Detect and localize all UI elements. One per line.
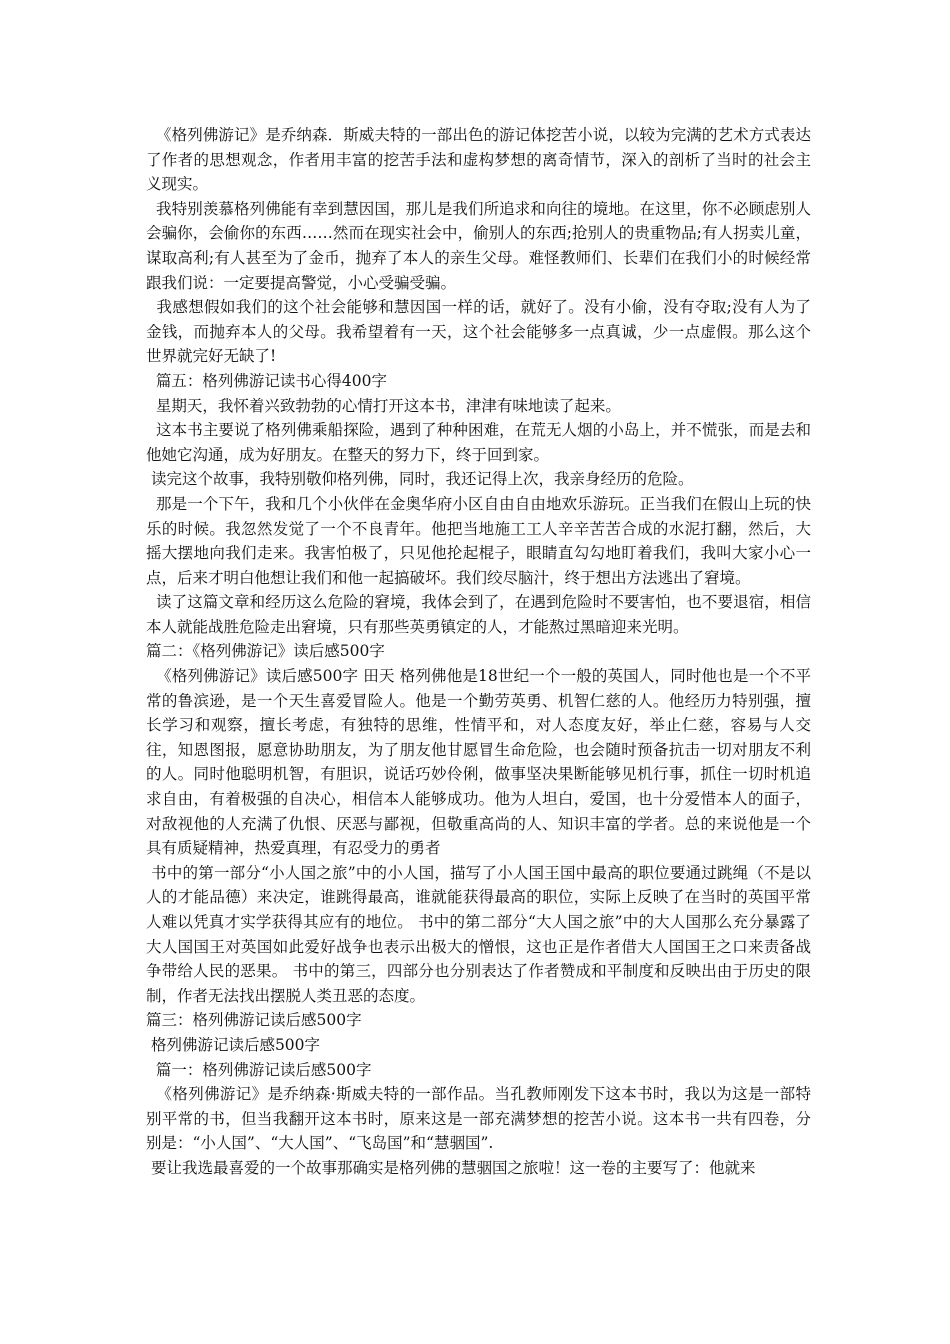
paragraph-character: 《格列佛游记》读后感500字 田天 格列佛他是18世纪一个一般的英国人，同时他也是一个不平常的鲁滨逊，是一个天生喜爱冒险人。他是一个勤劳英勇、机智仁慈的人。他经历力特别强，擅长学习和观察，擅长考虑，有独特的思维，性情平和，对人态度友好，举止仁慈，容易与人交往，知恩图报，愿意协助朋友，为了朋友他甘愿冒生命危险，也会随时预备抗击一切对朋友不利的人。同时他聪明机智，有胆识，说话巧妙伶俐，做事坚决果断能够见机行事，抓住一切时机追求自由，有着极强的自决心，相信本人能够成功。他为人坦白，爱国，也十分爱惜本人的面子，对敌视他的人充满了仇恨、厌恶与鄙视，但敬重高尚的人、知识丰富的学者。总的来说他是一个具有质疑精神，热爱真理，有忍受力的勇者: [146, 667, 811, 858]
heading-part-one: 篇一：格列佛游记读后感500字: [146, 1060, 372, 1079]
subheading-title: 格列佛游记读后感500字: [146, 1035, 321, 1054]
paragraph-huiyin-envy: 我特别羡慕格列佛能有幸到慧因国，那儿是我们所追求和向往的境地。在这里，你不必顾虑别人会骗你，会偷你的东西……然而在现实社会中，偷别人的东西;抢别人的贵重物品;有人拐卖儿童，谋取高利;有人甚至为了金币，抛弃了本人的亲生父母。难怪教师们、长辈们在我们小的时候经常跟我们说：一定要提高警觉，小心受骗受骗。: [146, 199, 811, 292]
paragraph-lilliput: 书中的第一部分“小人国之旅”中的小人国，描写了小人国王国中最高的职位要通过跳绳（不是以人的才能品德）来决定，谁跳得最高，谁就能获得最高的职位，实际上反映了在当时的英国平常人难以凭真才实学获得其应有的地位。 书中的第二部分“大人国之旅”中的大人国那么充分暴露了大人国国王对英国如此爱好战争也表示出极大的憎恨，这也正是作者借大人国国王之口来责备战争带给人民的恶果。 书中的第三，四部分也分别表达了作者赞成和平制度和反映出由于历史的限制，作者无法找出摆脱人类丑恶的态度。: [146, 863, 811, 1005]
paragraph-houyhnhnm: 要让我选最喜爱的一个故事那确实是格列佛的慧骃国之旅啦！这一卷的主要写了：他就来: [146, 1158, 756, 1177]
paragraph-lesson: 读了这篇文章和经历这么危险的窘境，我体会到了，在遇到危险时不要害怕，也不要退宿，相信本人就能战胜危险走出窘境，只有那些英勇镇定的人，才能熬过黑暗迎来光明。: [146, 593, 811, 636]
paragraph-admire: 读完这个故事，我特别敬仰格列佛，同时，我还记得上次，我亲身经历的危险。: [146, 470, 694, 489]
paragraph-intro: 《格列佛游记》是乔纳森．斯威夫特的一部出色的游记体挖苦小说，以较为完满的艺术方式表达了作者的思想观念，作者用丰富的挖苦手法和虚构梦想的离奇情节，深入的剖析了当时的社会主义现实。: [146, 126, 811, 194]
paragraph-afternoon: 那是一个下午，我和几个小伙伴在金奥华府小区自由自由地欢乐游玩。正当我们在假山上玩的快乐的时候。我忽然发觉了一个不良青年。他把当地施工工人辛辛苦苦合成的水泥打翻，然后，大摇大摆地向我们走来。我害怕极了，只见他抡起棍子，眼睛直勾勾地盯着我们，我叫大家小心一点，后来才明白他想让我们和他一起搞破坏。我们绞尽脑汁，终于想出方法逃出了窘境。: [146, 494, 811, 587]
heading-part-five: 篇五：格列佛游记读书心得400字: [146, 371, 387, 390]
document-body: [146, 123, 811, 1181]
paragraph-summary: 这本书主要说了格列佛乘船探险，遇到了种种困难，在荒无人烟的小岛上，并不慌张，而是去和他她它沟通，成为好朋友。在整天的努力下，终于回到家。: [146, 421, 811, 464]
heading-part-two: 篇二：《格列佛游记》读后感500字: [146, 642, 385, 661]
paragraph-sunday: 星期天，我怀着兴致勃勃的心情打开这本书，津津有味地读了起来。: [146, 396, 621, 415]
paragraph-four-volumes: 《格列佛游记》是乔纳森·斯威夫特的一部作品。当孔教师刚发下这本书时，我以为这是一部特别平常的书，但当我翻开这本书时，原来这是一部充满梦想的挖苦小说。这本书一共有四卷，分别是：“小人国”、“大人国”、“飞岛国”和“慧骃国”.: [146, 1085, 811, 1153]
heading-part-three: 篇三：格列佛游记读后感500字: [146, 1011, 362, 1030]
paragraph-wish: 我感想假如我们的这个社会能够和慧因国一样的话，就好了。没有小偷，没有夺取;没有人为了金钱，而抛弃本人的父母。我希望着有一天，这个社会能够多一点真诚，少一点虚假。那么这个世界就完好无缺了!: [146, 298, 811, 366]
